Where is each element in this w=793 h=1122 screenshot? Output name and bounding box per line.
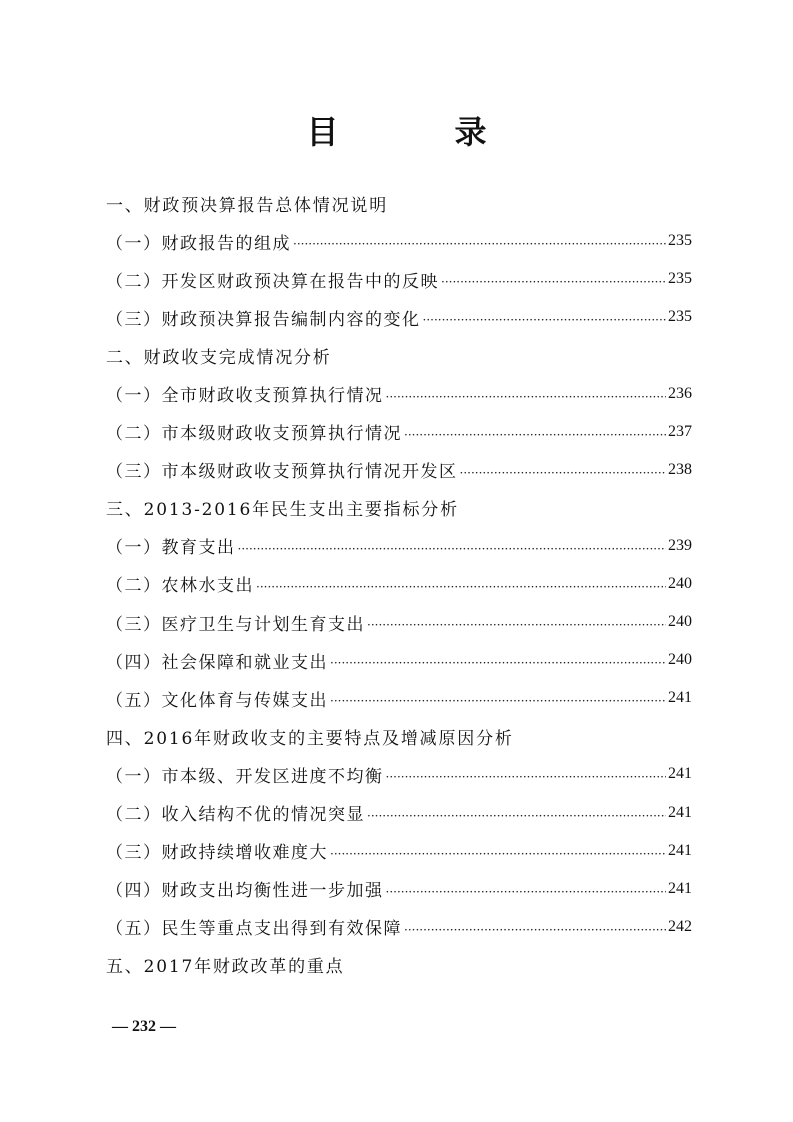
toc-page-number: 240: [668, 613, 692, 631]
toc-item[interactable]: [106, 870, 692, 908]
toc-page-number: 242: [668, 917, 692, 935]
dot-leader: [386, 390, 667, 404]
toc-item[interactable]: [106, 222, 692, 260]
toc-item[interactable]: [106, 527, 692, 565]
toc-page-number: 241: [668, 841, 692, 859]
dot-leader: [404, 923, 666, 937]
toc-section-label: 二、财政收支完成情况分析: [106, 347, 332, 368]
toc-item[interactable]: [106, 260, 692, 298]
dot-leader: [256, 580, 666, 594]
toc-item-label: （五）民生等重点支出得到有效保障: [106, 919, 402, 940]
toc-item-label: （三）财政持续增收难度大: [106, 843, 328, 864]
toc-page-number: 236: [668, 384, 692, 402]
toc-section-label: 三、2013-2016年民生支出主要指标分析: [106, 500, 459, 521]
toc-section-5[interactable]: [106, 946, 692, 984]
toc-page-number: 240: [668, 651, 692, 669]
toc-page-number: 241: [668, 765, 692, 783]
toc-item[interactable]: [106, 679, 692, 717]
toc-page-number: 239: [668, 536, 692, 554]
toc-item[interactable]: [106, 832, 692, 870]
toc-page-number: 235: [668, 270, 692, 288]
toc-item-label: （一）教育支出: [106, 538, 236, 559]
toc-page-number: 238: [668, 460, 692, 478]
dot-leader: [441, 275, 666, 289]
toc-item-label: （三）医疗卫生与计划生育支出: [106, 614, 365, 635]
toc-item-label: （一）财政报告的组成: [106, 233, 291, 254]
toc-item[interactable]: [106, 374, 692, 412]
dot-leader: [386, 885, 667, 899]
table-of-contents: [106, 184, 692, 984]
dot-leader: [330, 656, 666, 670]
toc-section-label: 一、财政预决算报告总体情况说明: [106, 195, 388, 216]
toc-page-number: 237: [668, 422, 692, 440]
toc-page-number: 235: [668, 232, 692, 250]
dot-leader: [330, 694, 666, 708]
toc-item-label: （二）开发区财政预决算在报告中的反映: [106, 271, 439, 292]
toc-page-number: 241: [668, 689, 692, 707]
dot-leader: [330, 847, 666, 861]
toc-page-number: 240: [668, 574, 692, 592]
toc-item[interactable]: [106, 794, 692, 832]
toc-item-label: （五）文化体育与传媒支出: [106, 690, 328, 711]
dot-leader: [460, 466, 667, 480]
dot-leader: [423, 313, 667, 327]
toc-item[interactable]: [106, 565, 692, 603]
dot-leader: [238, 542, 667, 556]
toc-item-label: （三）财政预决算报告编制内容的变化: [106, 309, 421, 330]
toc-item[interactable]: [106, 413, 692, 451]
toc-section-4[interactable]: [106, 717, 692, 755]
toc-item-label: （二）农林水支出: [106, 576, 254, 597]
toc-section-1[interactable]: [106, 184, 692, 222]
dot-leader: [404, 428, 666, 442]
toc-item-label: （三）市本级财政收支预算执行情况开发区: [106, 462, 458, 483]
toc-item-label: （二）市本级财政收支预算执行情况: [106, 424, 402, 445]
dot-leader: [386, 770, 667, 784]
toc-item[interactable]: [106, 755, 692, 793]
toc-item-label: （四）社会保障和就业支出: [106, 652, 328, 673]
toc-item[interactable]: [106, 641, 692, 679]
toc-item[interactable]: [106, 451, 692, 489]
toc-section-label: 四、2016年财政收支的主要特点及增减原因分析: [106, 728, 514, 749]
toc-item-label: （一）市本级、开发区进度不均衡: [106, 766, 384, 787]
toc-item[interactable]: [106, 603, 692, 641]
page-title: 目 录: [306, 113, 529, 151]
dot-leader: [367, 618, 666, 632]
toc-item-label: （二）收入结构不优的情况突显: [106, 805, 365, 826]
page-number-footer: — 232 —: [112, 1018, 176, 1035]
toc-item-label: （一）全市财政收支预算执行情况: [106, 386, 384, 407]
toc-item[interactable]: [106, 298, 692, 336]
toc-section-label: 五、2017年财政改革的重点: [106, 957, 345, 978]
toc-page-number: 241: [668, 803, 692, 821]
dot-leader: [367, 809, 666, 823]
dot-leader: [293, 237, 666, 251]
toc-item[interactable]: [106, 908, 692, 946]
toc-page-number: 235: [668, 308, 692, 326]
toc-page-number: 241: [668, 879, 692, 897]
toc-section-2[interactable]: [106, 336, 692, 374]
toc-item-label: （四）财政支出均衡性进一步加强: [106, 881, 384, 902]
toc-section-3[interactable]: [106, 489, 692, 527]
